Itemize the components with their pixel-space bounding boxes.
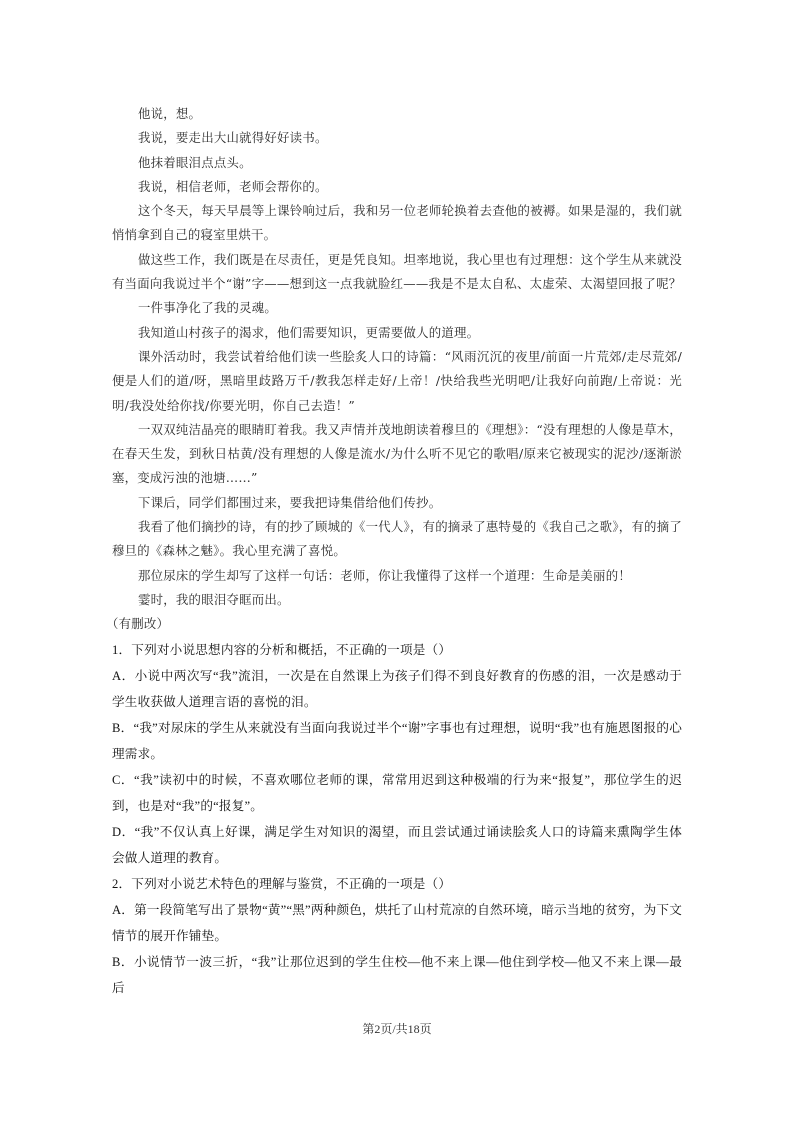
story-paragraph: 那位尿床的学生却写了这样一句话：老师，你让我懂得了这样一个道理：生命是美丽的！	[138, 567, 631, 583]
story-paragraph: 他说，想。	[138, 106, 202, 121]
answer-option: A．第一段简笔写出了景物“黄”“黑”两种颜色，烘托了山村荒凉的自然环境，暗示当地的贫穷，为下文情节的展开作铺垫。	[112, 902, 682, 943]
story-paragraph: 下课后，同学们都围过来，要我把诗集借给他们传抄。	[138, 494, 442, 510]
page-number: 第2页/共18页	[362, 1022, 432, 1036]
answer-option: C．“我”读初中的时候，不喜欢哪位老师的课，常常用迟到这种极端的行为来“报复”，那位学生的迟到，也是对“我”的“报复”。	[112, 772, 682, 813]
story-text	[106, 102, 682, 637]
source-note: （有删改）	[106, 616, 170, 632]
story-paragraph: 课外活动时，我尝试着给他们读一些脍炙人口的诗篇：“风雨沉沉的夜里/前面一片荒郊/走尽荒郊/便是人们的道/呀，黑暗里歧路万千/教我怎样走好/上帝！/快给我些光明吧/让我好向前跑/上帝说：光明/我没处给你找/你要光明，你自己去造！”	[112, 348, 682, 413]
story-paragraph: 我看了他们摘抄的诗，有的抄了顾城的《一代人》，有的摘录了惠特曼的《我自己之歌》，有的摘了穆旦的《森林之魅》。我心里充满了喜悦。	[112, 519, 682, 559]
answer-option: D．“我”不仅认真上好课，满足学生对知识的渴望，而且尝试通过诵读脍炙人口的诗篇来熏陶学生体会做人道理的教育。	[112, 824, 682, 865]
answer-option: B．小说情节一波三折，“我”让那位迟到的学生住校—他不来上课—他住到学校—他又不来上课—最后	[112, 954, 682, 995]
answer-option: B．“我”对尿床的学生从来就没有当面向我说过半个“谢”字事也有过理想，说明“我”也有施恩图报的心理需求。	[112, 720, 682, 761]
question-section	[112, 637, 682, 1001]
story-paragraph: 这个冬天，每天早晨等上课铃响过后，我和另一位老师轮换着去查他的被褥。如果是湿的，我们就悄悄拿到自己的寝室里烘干。	[112, 203, 682, 243]
story-paragraph: 做这些工作，我们既是在尽责任，更是凭良知。坦率地说，我心里也有过理想：这个学生从来就没有当面向我说过半个“谢”字——想到这一点我就脸红——我是不是太自私、太虚荣、太渴望回报了呢？	[112, 251, 682, 292]
story-paragraph: 我说，相信老师，老师会帮你的。	[138, 178, 328, 194]
story-paragraph: 一双双纯洁晶亮的眼睛盯着我。我又声情并茂地朗读着穆旦的《理想》：“没有理想的人像是草木，在春天生发，到秋日枯黄/没有理想的人像是流水/为什么听不见它的歌唱/原来它被现实的泥沙/逐渐淤塞，变成污浊的池塘……”	[112, 421, 682, 486]
story-paragraph: 我知道山村孩子的渴求，他们需要知识，更需要做人的道理。	[138, 324, 480, 340]
story-paragraph: 一件事净化了我的灵魂。	[138, 300, 278, 316]
page-content	[106, 102, 682, 1001]
question-stem: 1．下列对小说思想内容的分析和概括，不正确的一项是（）	[112, 642, 452, 657]
story-paragraph: 他抹着眼泪点点头。	[138, 154, 252, 170]
story-paragraph: 霎时，我的眼泪夺眶而出。	[138, 591, 290, 607]
story-paragraph: 我说，要走出大山就得好好读书。	[138, 130, 328, 146]
answer-option: A．小说中两次写“我”流泪，一次是在自然课上为孩子们得不到良好教育的伤感的泪，一次是感动于学生收获做人道理言语的喜悦的泪。	[112, 668, 682, 709]
question-stem: 2．下列对小说艺术特色的理解与鉴赏，不正确的一项是（）	[112, 876, 452, 891]
